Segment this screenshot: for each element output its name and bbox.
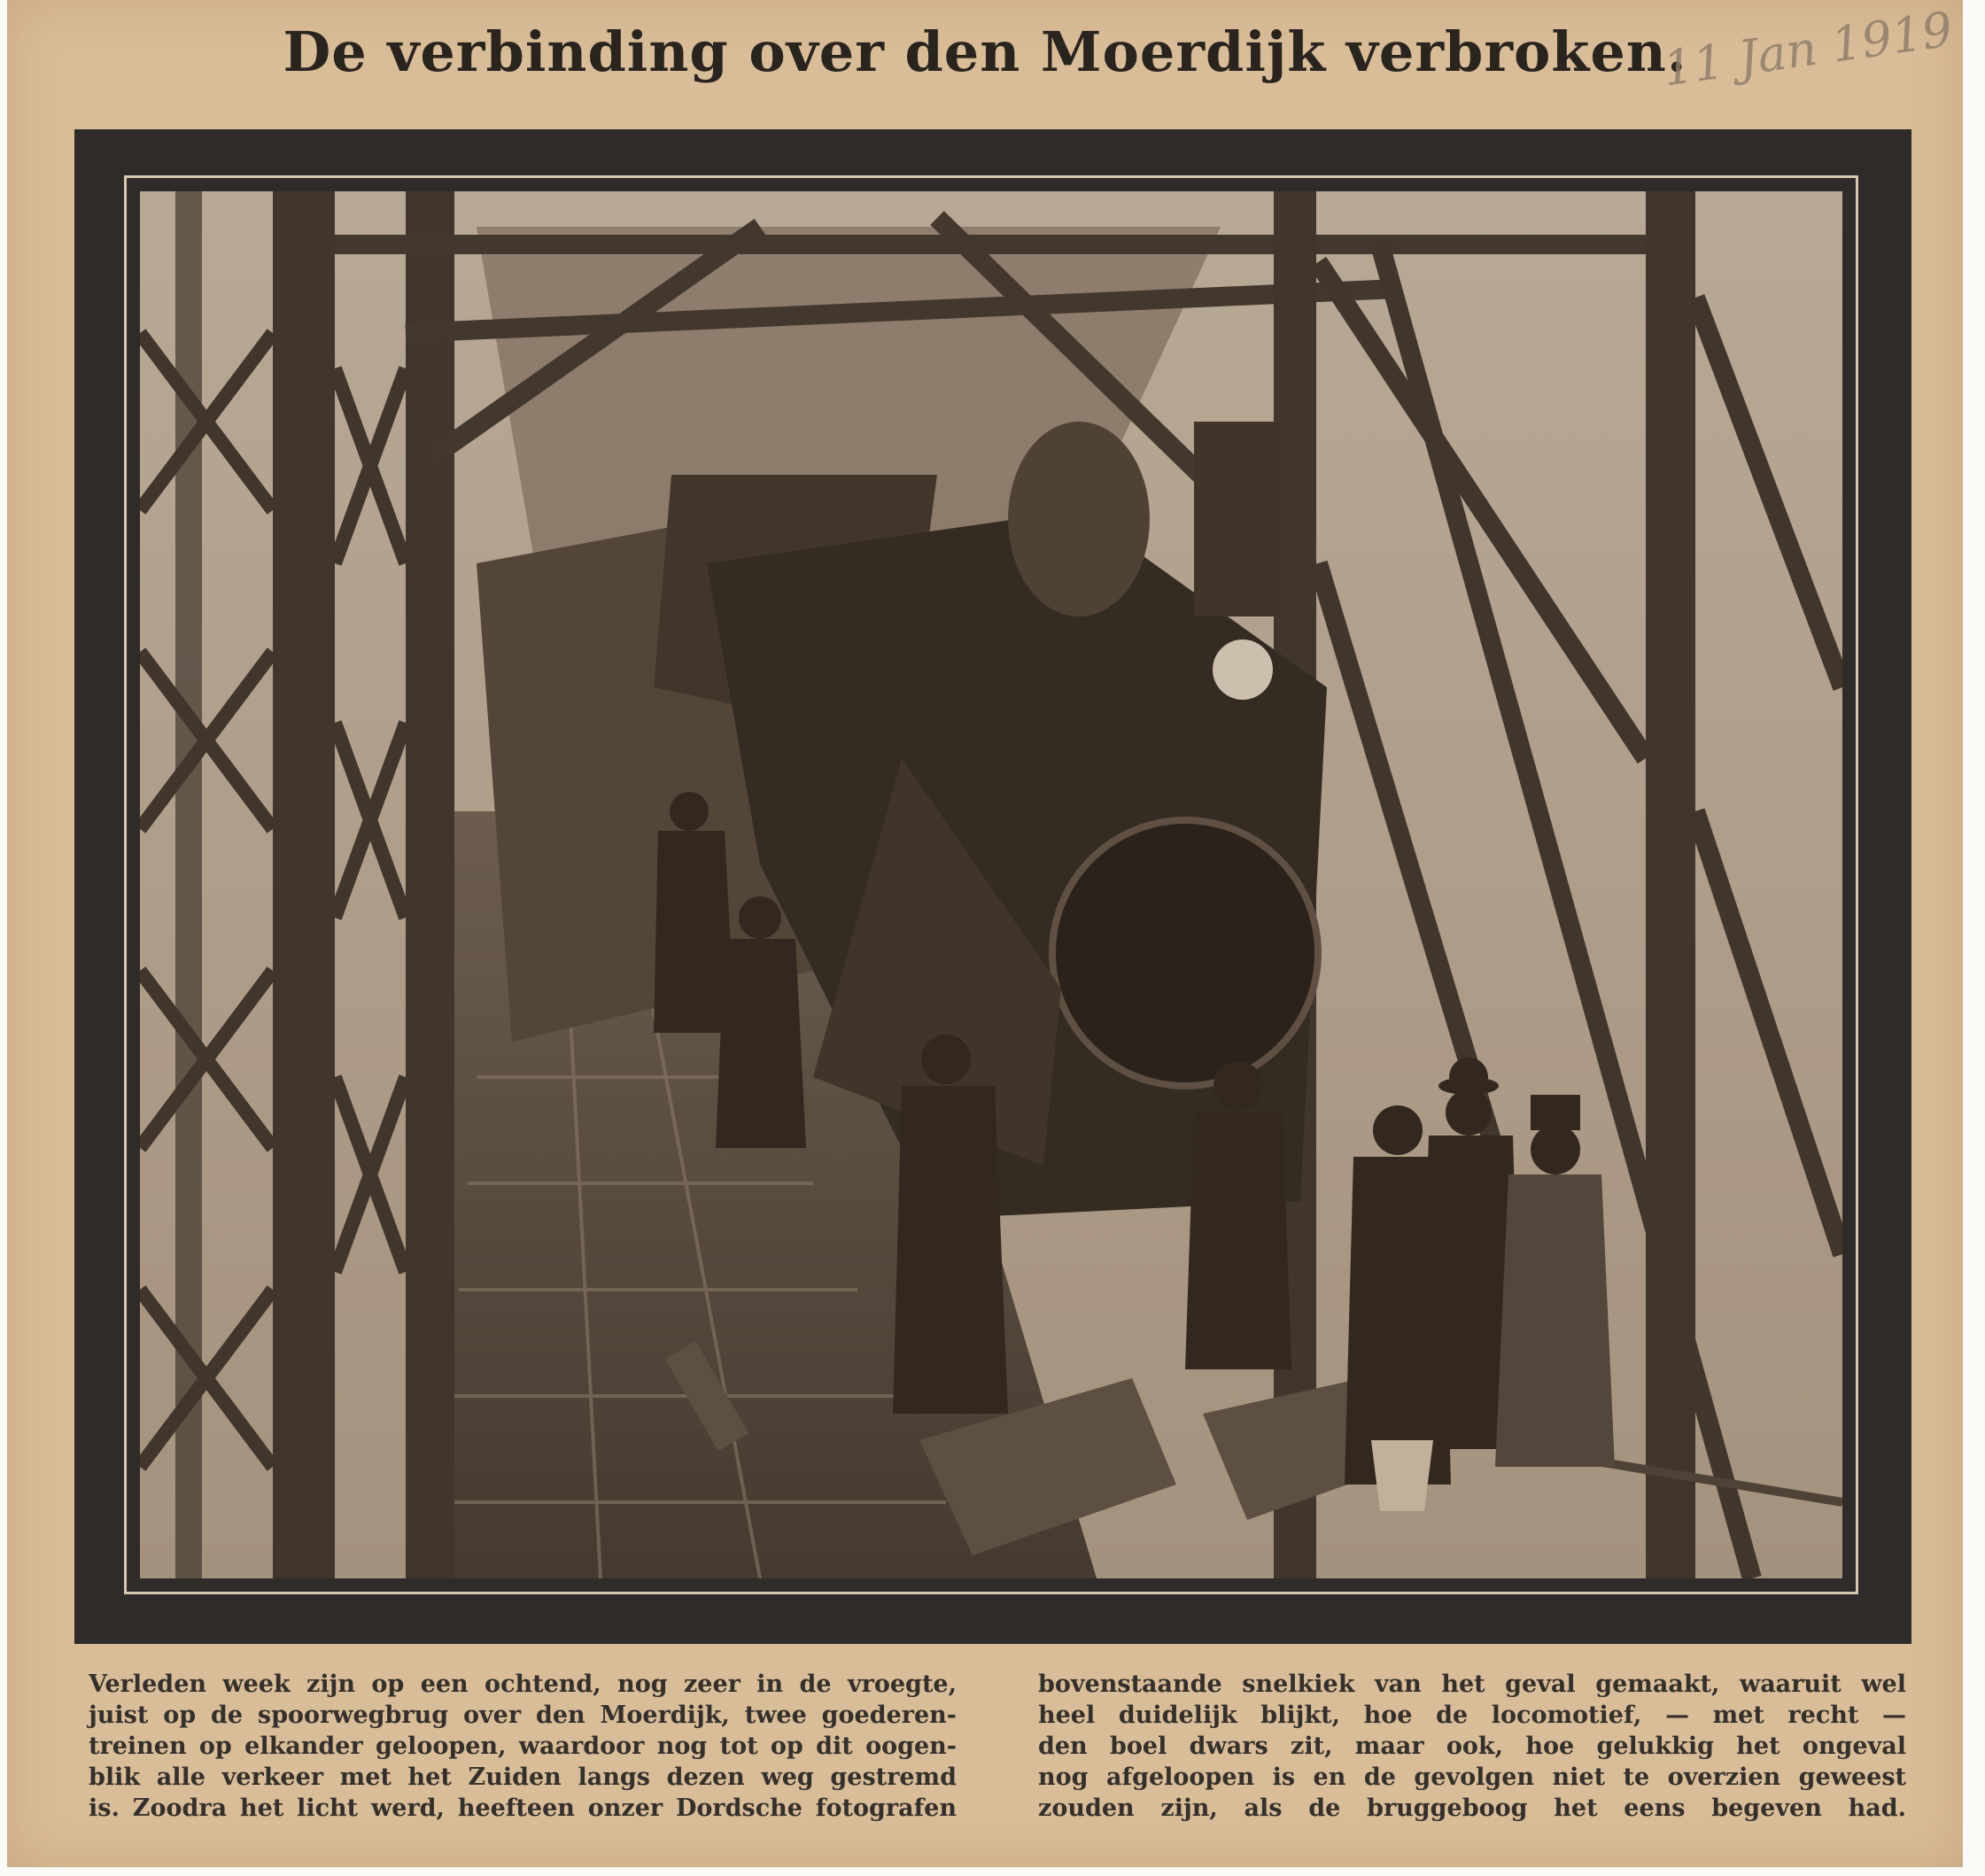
- caption-line: is. Zoodra het licht werd, heefteen onzer Dordsche fotografen: [89, 1795, 957, 1822]
- train-wreck-photo: [140, 191, 1842, 1578]
- newspaper-clipping: [7, 0, 1963, 1867]
- caption-line: bovenstaande snelkiek van het geval gemaakt, waaruit wel: [1038, 1671, 1906, 1698]
- headline: De verbinding over den Moerdijk verbroken.: [283, 19, 1687, 84]
- caption-right-column: [1038, 1669, 1906, 1824]
- caption-line: juist op de spoorwegbrug over den Moerdijk, twee goederen-: [89, 1702, 957, 1729]
- sepia-tone: [140, 191, 1842, 1578]
- caption-line: blik alle verkeer met het Zuiden langs dezen weg gestremd: [89, 1764, 957, 1791]
- photo-frame: [74, 129, 1911, 1644]
- handwritten-date: 11 Jan 1919: [1659, 1, 1957, 97]
- caption-line: zouden zijn, als de bruggeboog het eens begeven had.: [1038, 1795, 1906, 1822]
- caption-line: heel duidelijk blijkt, hoe de locomotief, — met recht —: [1038, 1702, 1906, 1729]
- caption-line: treinen op elkander geloopen, waardoor nog tot op dit oogen-: [89, 1733, 957, 1760]
- caption-line: den boel dwars zit, maar ook, hoe gelukkig het ongeval: [1038, 1733, 1906, 1760]
- caption-left-column: [89, 1669, 957, 1824]
- caption-line: Verleden week zijn op een ochtend, nog zeer in de vroegte,: [89, 1671, 957, 1698]
- caption-line: nog afgeloopen is en de gevolgen niet te overzien geweest: [1038, 1764, 1906, 1791]
